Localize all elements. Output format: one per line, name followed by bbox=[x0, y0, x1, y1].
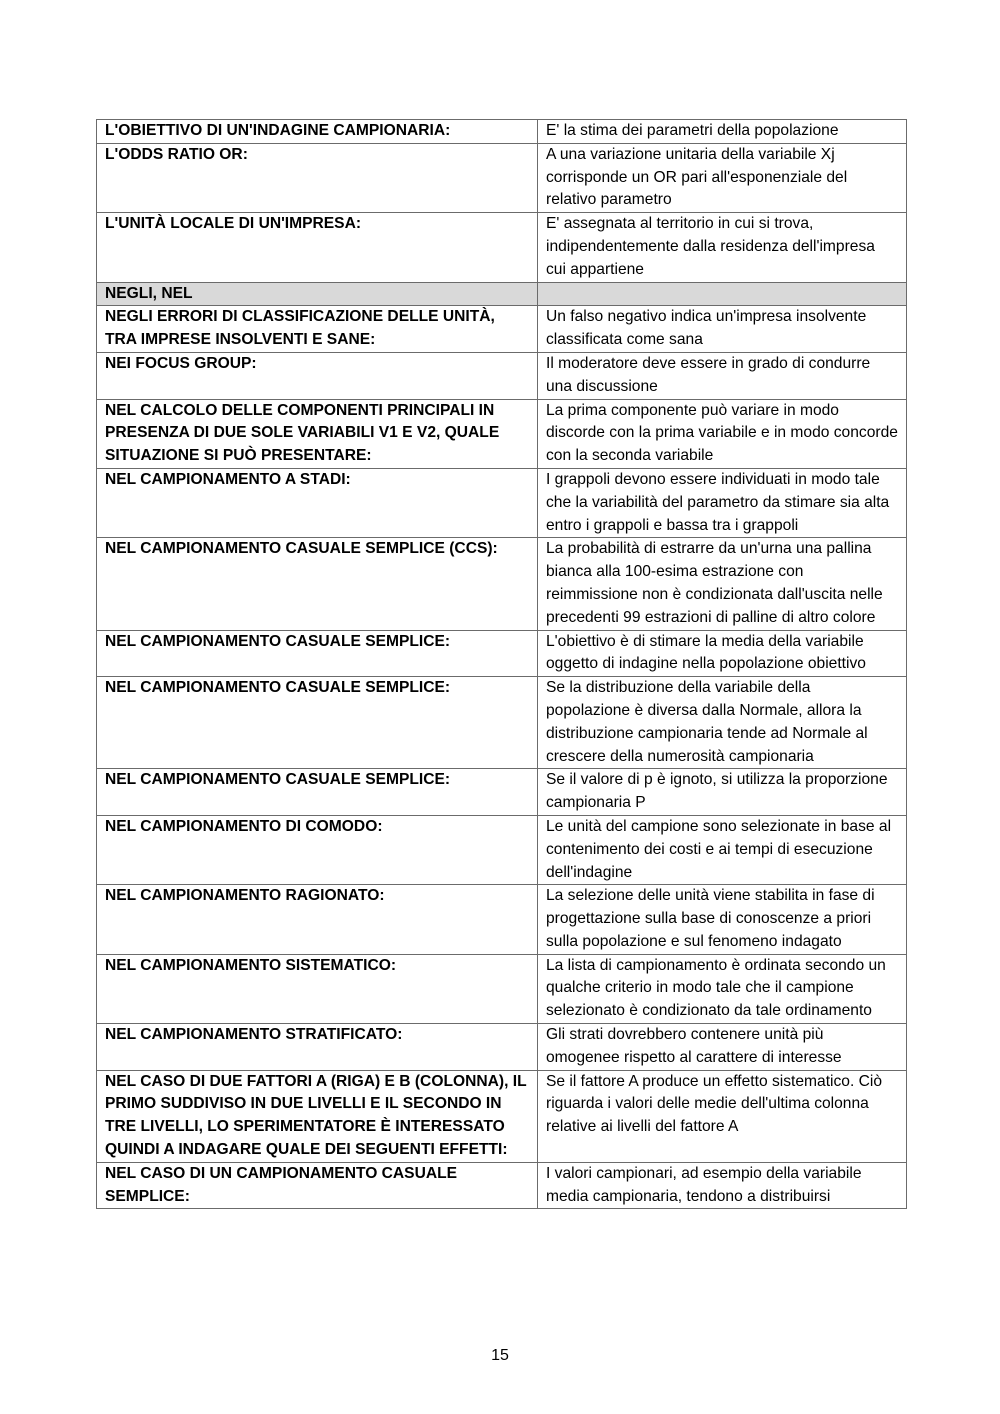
section-title: NEGLI, NEL bbox=[97, 282, 538, 306]
answer-cell: Se la distribuzione della variabile della popolazione è diversa dalla Normale, allora la distribuzione campionaria tende ad Normale al crescere della numerosità campionaria bbox=[538, 677, 907, 769]
question-cell: NEL CAMPIONAMENTO CASUALE SEMPLICE: bbox=[97, 630, 538, 677]
question-cell: NEL CASO DI UN CAMPIONAMENTO CASUALE SEMPLICE: bbox=[97, 1162, 538, 1209]
question-cell: NEL CASO DI DUE FATTORI A (RIGA) E B (COLONNA), IL PRIMO SUDDIVISO IN DUE LIVELLI E IL SECONDO IN TRE LIVELLI, LO SPERIMENTATORE È INTERESSATO QUINDI A INDAGARE QUALE DEI SEGUENTI EFFETTI: bbox=[97, 1070, 538, 1162]
answer-cell: E' la stima dei parametri della popolazione bbox=[538, 120, 907, 144]
qa-table bbox=[96, 119, 907, 1209]
question-cell: NEL CALCOLO DELLE COMPONENTI PRINCIPALI IN PRESENZA DI DUE SOLE VARIABILI V1 E V2, QUALE SITUAZIONE SI PUÒ PRESENTARE: bbox=[97, 399, 538, 468]
table-row bbox=[97, 468, 907, 537]
question-cell: NEL CAMPIONAMENTO DI COMODO: bbox=[97, 815, 538, 884]
question-cell: NEL CAMPIONAMENTO CASUALE SEMPLICE (CCS): bbox=[97, 538, 538, 630]
answer-cell: La lista di campionamento è ordinata secondo un qualche criterio in modo tale che il campione selezionato è condizionato da tale ordinamento bbox=[538, 954, 907, 1023]
answer-cell: Il moderatore deve essere in grado di condurre una discussione bbox=[538, 352, 907, 399]
answer-cell: I grappoli devono essere individuati in modo tale che la variabilità del parametro da stimare sia alta entro i grappoli e bassa tra i grappoli bbox=[538, 468, 907, 537]
answer-cell bbox=[538, 282, 907, 306]
question-cell: NEI FOCUS GROUP: bbox=[97, 352, 538, 399]
answer-cell: A una variazione unitaria della variabile Xj corrisponde un OR pari all'esponenziale del relativo parametro bbox=[538, 143, 907, 212]
table-row bbox=[97, 1070, 907, 1162]
question-cell: L'ODDS RATIO OR: bbox=[97, 143, 538, 212]
page-number: 15 bbox=[491, 1347, 509, 1364]
answer-cell: Se il fattore A produce un effetto sistematico. Ciò riguarda i valori delle medie dell'ultima colonna relative ai livelli del fattore A bbox=[538, 1070, 907, 1162]
question-cell: NEL CAMPIONAMENTO STRATIFICATO: bbox=[97, 1024, 538, 1071]
question-cell: L'OBIETTIVO DI UN'INDAGINE CAMPIONARIA: bbox=[97, 120, 538, 144]
question-cell: NEL CAMPIONAMENTO CASUALE SEMPLICE: bbox=[97, 769, 538, 816]
table-row bbox=[97, 954, 907, 1023]
answer-cell: La prima componente può variare in modo discorde con la prima variabile e in modo concorde con la seconda variabile bbox=[538, 399, 907, 468]
answer-cell: La selezione delle unità viene stabilita in fase di progettazione sulla base di conoscenze a priori sulla popolazione e sul fenomeno indagato bbox=[538, 885, 907, 954]
question-cell: NEL CAMPIONAMENTO A STADI: bbox=[97, 468, 538, 537]
table-row bbox=[97, 885, 907, 954]
table-row bbox=[97, 120, 907, 144]
table-row bbox=[97, 306, 907, 353]
table-row bbox=[97, 143, 907, 212]
table-row bbox=[97, 538, 907, 630]
answer-cell: L'obiettivo è di stimare la media della variabile oggetto di indagine nella popolazione obiettivo bbox=[538, 630, 907, 677]
answer-cell: Le unità del campione sono selezionate in base al contenimento dei costi e ai tempi di esecuzione dell'indagine bbox=[538, 815, 907, 884]
answer-cell: Gli strati dovrebbero contenere unità più omogenee rispetto al carattere di interesse bbox=[538, 1024, 907, 1071]
question-cell: NEGLI ERRORI DI CLASSIFICAZIONE DELLE UNITÀ, TRA IMPRESE INSOLVENTI E SANE: bbox=[97, 306, 538, 353]
answer-cell: Se il valore di p è ignoto, si utilizza la proporzione campionaria P bbox=[538, 769, 907, 816]
table-row bbox=[97, 1024, 907, 1071]
question-cell: NEL CAMPIONAMENTO CASUALE SEMPLICE: bbox=[97, 677, 538, 769]
section-header-row bbox=[97, 282, 907, 306]
answer-cell: La probabilità di estrarre da un'urna una pallina bianca alla 100-esima estrazione con reimmissione non è condizionata dall'uscita nelle precedenti 99 estrazioni di palline di altro colore bbox=[538, 538, 907, 630]
answer-cell: I valori campionari, ad esempio della variabile media campionaria, tendono a distribuirsi bbox=[538, 1162, 907, 1209]
qa-table-body bbox=[97, 120, 907, 1209]
table-row bbox=[97, 213, 907, 282]
answer-cell: Un falso negativo indica un'impresa insolvente classificata come sana bbox=[538, 306, 907, 353]
table-row bbox=[97, 815, 907, 884]
question-cell: NEL CAMPIONAMENTO RAGIONATO: bbox=[97, 885, 538, 954]
table-row bbox=[97, 352, 907, 399]
question-cell: NEL CAMPIONAMENTO SISTEMATICO: bbox=[97, 954, 538, 1023]
table-row bbox=[97, 1162, 907, 1209]
table-row bbox=[97, 399, 907, 468]
table-row bbox=[97, 769, 907, 816]
table-row bbox=[97, 630, 907, 677]
question-cell: L'UNITÀ LOCALE DI UN'IMPRESA: bbox=[97, 213, 538, 282]
table-row bbox=[97, 677, 907, 769]
answer-cell: E' assegnata al territorio in cui si trova, indipendentemente dalla residenza dell'impresa cui appartiene bbox=[538, 213, 907, 282]
